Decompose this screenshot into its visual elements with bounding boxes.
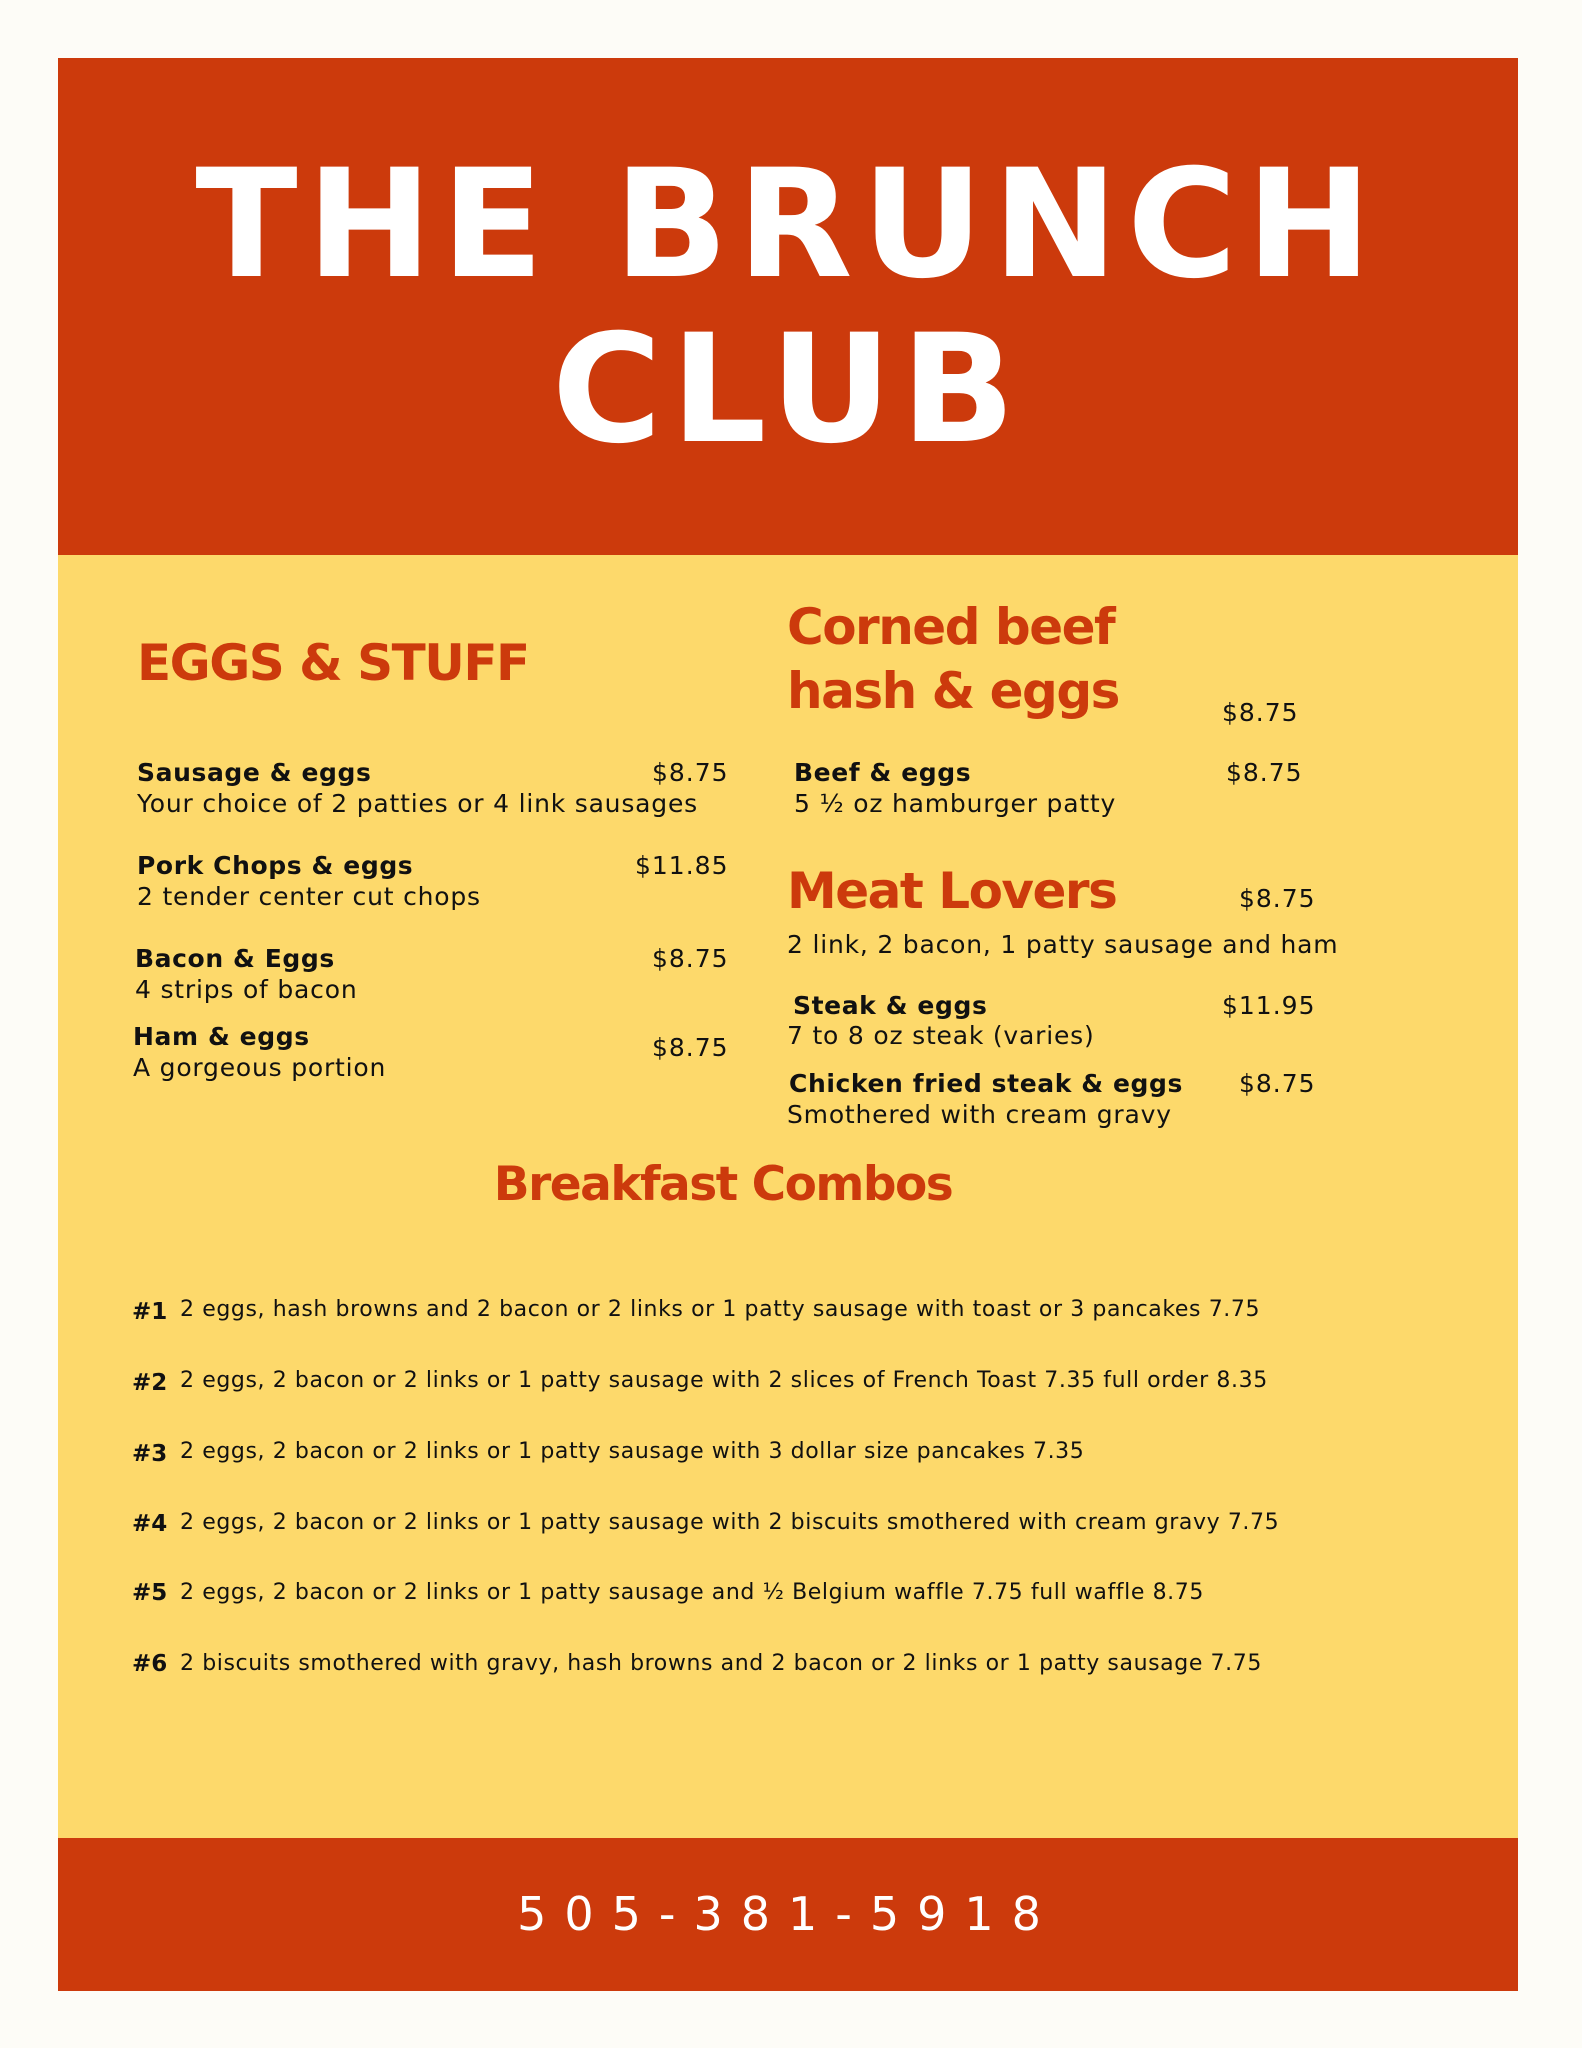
steak-eggs-price: $11.95 <box>1222 991 1316 1020</box>
corned-beef-price: $8.75 <box>1222 698 1299 727</box>
steak-eggs-name: Steak & eggs <box>793 991 988 1020</box>
title-line-1: THE BRUNCH <box>195 138 1381 312</box>
chicken-fried-steak-name: Chicken fried steak & eggs <box>789 1069 1183 1098</box>
beef-eggs-price: $8.75 <box>1226 758 1303 787</box>
ham-eggs-name: Ham & eggs <box>133 1022 310 1051</box>
combo-number: #1 <box>132 1299 168 1325</box>
combo-number: #3 <box>132 1441 168 1467</box>
ham-eggs-desc: A gorgeous portion <box>133 1053 387 1082</box>
breakfast-combos-heading: Breakfast Combos <box>493 1157 953 1212</box>
sausage-eggs-price: $8.75 <box>652 758 729 787</box>
menu-footer <box>58 1838 1518 1991</box>
eggs-and-stuff-heading: EGGS & STUFF <box>137 634 529 692</box>
combo-number: #5 <box>132 1580 168 1606</box>
corned-beef-heading-line-1: Corned beef <box>787 598 1115 656</box>
sausage-eggs-desc: Your choice of 2 patties or 4 link sausages <box>137 789 698 818</box>
bacon-eggs-price: $8.75 <box>652 944 729 973</box>
sausage-eggs-name: Sausage & eggs <box>137 758 372 787</box>
bacon-eggs-desc: 4 strips of bacon <box>135 975 358 1004</box>
combo-description: 2 eggs, 2 bacon or 2 links or 1 patty sausage and ½ Belgium waffle 7.75 full waffle 8.75 <box>180 1580 1204 1605</box>
combo-description: 2 eggs, hash browns and 2 bacon or 2 links or 1 patty sausage with toast or 3 pancakes 7.75 <box>180 1297 1261 1322</box>
phone-number: 505-381-5918 <box>517 1887 1059 1941</box>
combo-description: 2 eggs, 2 bacon or 2 links or 1 patty sausage with 2 biscuits smothered with cream gravy 7.75 <box>180 1510 1280 1535</box>
title-line-2: CLUB <box>551 303 1025 477</box>
menu-frame <box>58 58 1518 1991</box>
beef-eggs-desc: 5 ½ oz hamburger patty <box>794 789 1117 818</box>
beef-eggs-name: Beef & eggs <box>794 758 972 787</box>
meat-lovers-desc: 2 link, 2 bacon, 1 patty sausage and ham <box>787 930 1339 959</box>
chicken-fried-steak-desc: Smothered with cream gravy <box>787 1100 1172 1129</box>
ham-eggs-price: $8.75 <box>652 1033 729 1062</box>
pork-chops-name: Pork Chops & eggs <box>137 851 414 880</box>
chicken-fried-steak-price: $8.75 <box>1239 1069 1316 1098</box>
meat-lovers-price: $8.75 <box>1239 884 1316 913</box>
menu-header <box>58 58 1518 555</box>
bacon-eggs-name: Bacon & Eggs <box>135 944 335 973</box>
combo-number: #6 <box>132 1651 168 1677</box>
menu-title <box>58 138 1518 477</box>
pork-chops-price: $11.85 <box>635 851 729 880</box>
combo-description: 2 eggs, 2 bacon or 2 links or 1 patty sausage with 3 dollar size pancakes 7.35 <box>180 1439 1085 1464</box>
pork-chops-desc: 2 tender center cut chops <box>137 882 481 911</box>
combo-number: #2 <box>132 1370 168 1396</box>
combo-description: 2 biscuits smothered with gravy, hash browns and 2 bacon or 2 links or 1 patty sausage 7.75 <box>180 1651 1262 1676</box>
combo-number: #4 <box>132 1511 168 1537</box>
combo-description: 2 eggs, 2 bacon or 2 links or 1 patty sausage with 2 slices of French Toast 7.35 full order 8.35 <box>180 1368 1268 1393</box>
steak-eggs-desc: 7 to 8 oz steak (varies) <box>787 1021 1095 1050</box>
meat-lovers-heading: Meat Lovers <box>787 862 1117 920</box>
corned-beef-heading-line-2: hash & eggs <box>787 662 1119 720</box>
